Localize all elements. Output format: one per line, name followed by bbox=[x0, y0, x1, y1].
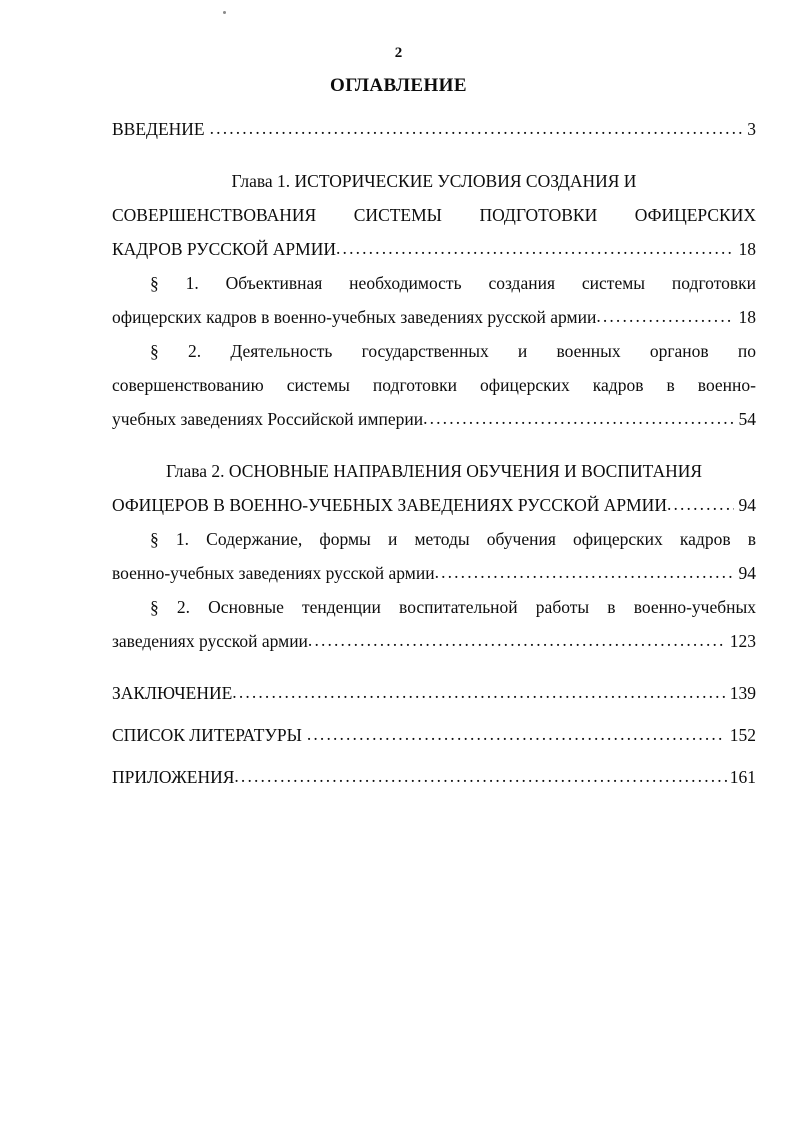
dot-leader bbox=[423, 401, 733, 435]
chapter-1-heading-line-2: СОВЕРШЕНСТВОВАНИЯ СИСТЕМЫ ПОДГОТОВКИ ОФИЦЕРСКИХ bbox=[112, 205, 756, 225]
section-line-1: § 2. Деятельность государственных и военных органов по bbox=[150, 341, 756, 361]
toc-entry-chapter-2-section-1[interactable] bbox=[112, 522, 756, 590]
toc-entry-appendices[interactable] bbox=[112, 760, 756, 794]
toc-entry-label: ЗАКЛЮЧЕНИЕ bbox=[112, 683, 233, 703]
section-line-1: § 1. Объективная необходимость создания системы подготовки bbox=[150, 273, 756, 293]
toc-entry-page: 139 bbox=[729, 683, 756, 703]
section-page: 18 bbox=[738, 307, 756, 327]
toc-entry-conclusion[interactable] bbox=[112, 676, 756, 710]
dot-leader bbox=[307, 717, 725, 751]
page-number-header: 2 bbox=[394, 45, 403, 61]
chapter-2-heading-line-2: ОФИЦЕРОВ В ВОЕННО-УЧЕБНЫХ ЗАВЕДЕНИЯХ РУССКОЙ АРМИИ bbox=[112, 495, 667, 515]
chapter-1-heading-line-1: Глава 1. ИСТОРИЧЕСКИЕ УСЛОВИЯ СОЗДАНИЯ И bbox=[231, 171, 637, 191]
section-line-2: офицерских кадров в военно-учебных заведениях русской армии bbox=[112, 307, 597, 327]
dot-leader bbox=[667, 487, 734, 521]
dot-leader bbox=[596, 299, 733, 333]
toc-entry-label: СПИСОК ЛИТЕРАТУРЫ bbox=[112, 725, 302, 745]
toc-entry-chapter-1-section-1[interactable] bbox=[112, 266, 756, 334]
page-title: ОГЛАВЛЕНИЕ bbox=[330, 75, 467, 96]
chapter-2-page: 94 bbox=[738, 495, 756, 515]
section-line-2: военно-учебных заведениях русской армии bbox=[112, 563, 435, 583]
chapter-1-heading-line-3: КАДРОВ РУССКОЙ АРМИИ bbox=[112, 239, 337, 259]
toc-entry-label: ВВЕДЕНИЕ bbox=[112, 119, 205, 139]
section-page: 94 bbox=[738, 563, 756, 583]
section-page: 54 bbox=[738, 409, 756, 429]
toc-entry-chapter-1[interactable] bbox=[112, 164, 756, 266]
toc-entry-label: ПРИЛОЖЕНИЯ bbox=[112, 767, 235, 787]
dot-leader bbox=[336, 231, 733, 265]
dot-leader bbox=[308, 623, 725, 657]
dot-leader bbox=[232, 675, 724, 709]
toc-entry-page: 3 bbox=[747, 119, 756, 139]
section-line-2: совершенствованию системы подготовки офицерских кадров в военно- bbox=[112, 375, 756, 395]
toc-entry-chapter-2-section-2[interactable] bbox=[112, 590, 756, 658]
section-line-1: § 2. Основные тенденции воспитательной работы в военно-учебных bbox=[150, 597, 756, 617]
toc-entry-introduction[interactable] bbox=[112, 112, 756, 146]
toc-entry-chapter-1-section-2[interactable] bbox=[112, 334, 756, 436]
table-of-contents bbox=[112, 112, 756, 794]
chapter-1-page: 18 bbox=[738, 239, 756, 259]
section-line-3: учебных заведениях Российской империи bbox=[112, 409, 424, 429]
toc-entry-bibliography[interactable] bbox=[112, 718, 756, 752]
scan-artifact-speck bbox=[223, 11, 226, 14]
toc-entry-page: 161 bbox=[729, 767, 756, 787]
dot-leader bbox=[435, 555, 734, 589]
toc-entry-chapter-2[interactable] bbox=[112, 454, 756, 522]
dot-leader bbox=[210, 111, 743, 145]
chapter-2-heading-line-1: Глава 2. ОСНОВНЫЕ НАПРАВЛЕНИЯ ОБУЧЕНИЯ И ВОСПИТАНИЯ bbox=[165, 461, 703, 481]
section-line-2: заведениях русской армии bbox=[112, 631, 308, 651]
dot-leader bbox=[234, 759, 729, 793]
toc-entry-page: 152 bbox=[729, 725, 756, 745]
section-line-1: § 1. Содержание, формы и методы обучения офицерских кадров в bbox=[150, 529, 756, 549]
section-page: 123 bbox=[729, 631, 756, 651]
